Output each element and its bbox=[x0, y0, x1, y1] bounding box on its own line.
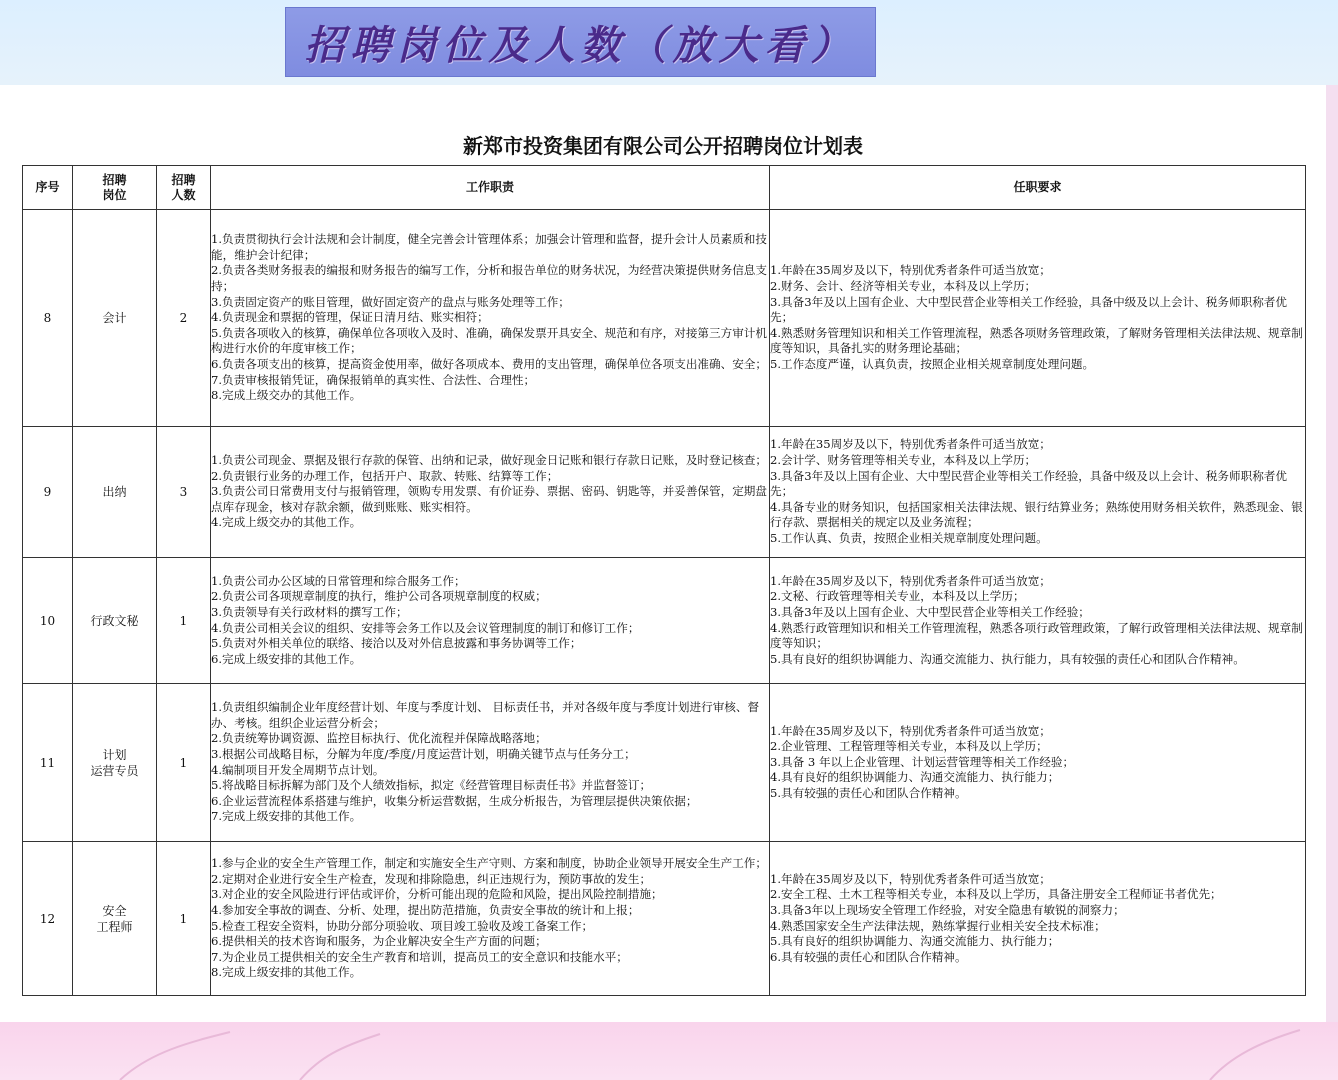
cell-duties bbox=[211, 427, 770, 558]
duty-item: 1.负责公司办公区域的日常管理和综合服务工作； bbox=[211, 573, 466, 588]
cell-index: 11 bbox=[23, 684, 73, 842]
requirement-item: 1.年龄在35周岁及以下，特别优秀者条件可适当放宽； bbox=[770, 723, 1051, 738]
duty-item: 1.负责组织编制企业年度经营计划、年度与季度计划、 目标责任书，并对各级年度与季度计划进行审核、督办、考核。组织企业运营分析会； bbox=[211, 700, 760, 730]
duty-item: 2.负责统筹协调资源、监控目标执行、优化流程并保障战略落地； bbox=[211, 731, 547, 746]
table-row bbox=[23, 210, 1306, 427]
cell-index: 12 bbox=[23, 842, 73, 996]
requirement-item: 4.具有良好的组织协调能力、沟通交流能力、执行能力； bbox=[770, 770, 1060, 785]
table-row bbox=[23, 684, 1306, 842]
header-count bbox=[157, 166, 211, 210]
right-edge-strip bbox=[1326, 85, 1338, 1022]
cell-position bbox=[73, 558, 157, 684]
requirement-item: 3.具备3年及以上国有企业、大中型民营企业等相关工作经验； bbox=[770, 604, 1090, 619]
duty-item: 1.负责贯彻执行会计法规和会计制度，健全完善会计管理体系；加强会计管理和监督，提升会计人员素质和技能，维护会计纪律； bbox=[211, 232, 767, 262]
requirement-item: 4.熟悉财务管理知识和相关工作管理流程，熟悉各项财务管理政策，了解财务管理相关法律法规、规章制度等知识，具备扎实的财务理论基础； bbox=[770, 325, 1303, 356]
duty-item: 8.完成上级交办的其他工作。 bbox=[211, 388, 362, 403]
requirement-item: 4.熟悉国家安全生产法律法规，熟练掌握行业相关安全技术标准； bbox=[770, 918, 1106, 933]
cell-count: 1 bbox=[157, 684, 211, 842]
requirement-item: 5.工作态度严谨，认真负责，按照企业相关规章制度处理问题。 bbox=[770, 356, 1095, 371]
header-duties: 工作职责 bbox=[211, 166, 770, 210]
duty-item: 7.负责审核报销凭证，确保报销单的真实性、合法性、合理性； bbox=[211, 372, 536, 387]
requirement-item: 2.会计学、财务管理等相关专业，本科及以上学历； bbox=[770, 453, 1037, 468]
header-position bbox=[73, 166, 157, 210]
duty-item: 4.负责公司相关会议的组织、安排等会务工作以及会议管理制度的制订和修订工作； bbox=[211, 620, 640, 635]
banner-title: 招聘岗位及人数（放大看） bbox=[304, 21, 857, 69]
duty-item: 2.定期对企业进行安全生产检查，发现和排除隐患，纠正违规行为，预防事故的发生； bbox=[211, 871, 652, 886]
cell-index: 8 bbox=[23, 210, 73, 427]
duty-item: 4.负责现金和票据的管理，保证日清月结、账实相符； bbox=[211, 310, 489, 325]
position-name: 安全 工程师 bbox=[96, 903, 133, 934]
table-header-row bbox=[23, 166, 1306, 210]
requirement-item: 4.熟悉行政管理知识和相关工作管理流程，熟悉各项行政管理政策，了解行政管理相关法律法规、规章制度等知识； bbox=[770, 620, 1303, 651]
table-row bbox=[23, 842, 1306, 996]
duty-item: 2.负责各类财务报表的编报和财务报告的编写工作，分析和报告单位的财务状况，为经营决策提供财务信息支持； bbox=[211, 263, 767, 294]
requirement-item: 5.具有良好的组织协调能力、沟通交流能力、执行能力，具有较强的责任心和团队合作精神。 bbox=[770, 651, 1245, 666]
cell-count: 1 bbox=[157, 558, 211, 684]
cell-position bbox=[73, 842, 157, 996]
cell-position bbox=[73, 427, 157, 558]
cell-requirements bbox=[770, 558, 1306, 684]
page-title: 新郑市投资集团有限公司公开招聘岗位计划表 bbox=[463, 134, 863, 158]
recruitment-plan-table bbox=[22, 165, 1306, 996]
background-decoration bbox=[0, 1022, 1338, 1080]
duty-item: 5.将战略目标拆解为部门及个人绩效指标，拟定《经营管理目标责任书》并监督签订； bbox=[211, 778, 652, 793]
duty-item: 4.参加安全事故的调查、分析、处理，提出防范措施，负责安全事故的统计和上报； bbox=[211, 902, 640, 917]
requirement-item: 1.年龄在35周岁及以下，特别优秀者条件可适当放宽； bbox=[770, 263, 1051, 278]
header-banner bbox=[285, 7, 876, 77]
duty-item: 7.完成上级安排的其他工作。 bbox=[211, 809, 362, 824]
duty-item: 3.根据公司战略目标，分解为年度/季度/月度运营计划，明确关键节点与任务分工； bbox=[211, 746, 636, 761]
duty-item: 2.负责公司各项规章制度的执行，维护公司各项规章制度的权威； bbox=[211, 589, 547, 604]
duty-item: 3.负责固定资产的账目管理，做好固定资产的盘点与账务处理等工作； bbox=[211, 294, 570, 309]
duty-item: 5.检查工程安全资料，协助分部分项验收、项目竣工验收及竣工备案工作； bbox=[211, 918, 594, 933]
duty-item: 6.完成上级安排的其他工作。 bbox=[211, 651, 362, 666]
requirement-item: 2.安全工程、土木工程等相关专业，本科及以上学历，具备注册安全工程师证书者优先； bbox=[770, 887, 1222, 902]
cell-requirements bbox=[770, 427, 1306, 558]
requirement-item: 5.工作认真、负责，按照企业相关规章制度处理问题。 bbox=[770, 530, 1048, 545]
duty-item: 6.提供相关的技术咨询和服务，为企业解决安全生产方面的问题； bbox=[211, 934, 547, 949]
cell-duties bbox=[211, 210, 770, 427]
requirement-item: 1.年龄在35周岁及以下，特别优秀者条件可适当放宽； bbox=[770, 573, 1051, 588]
duty-item: 1.参与企业的安全生产管理工作，制定和实施安全生产守则、方案和制度，协助企业领导开展安全生产工作； bbox=[211, 856, 767, 871]
cell-duties bbox=[211, 684, 770, 842]
cell-position bbox=[73, 210, 157, 427]
position-name: 出纳 bbox=[102, 485, 127, 499]
requirement-item: 2.文秘、行政管理等相关专业，本科及以上学历； bbox=[770, 589, 1025, 604]
duty-item: 4.编制项目开发全周期节点计划。 bbox=[211, 762, 385, 777]
duty-item: 2.负责银行业务的办理工作，包括开户、取款、转账、结算等工作； bbox=[211, 468, 559, 483]
cell-requirements bbox=[770, 684, 1306, 842]
cell-index: 9 bbox=[23, 427, 73, 558]
requirement-item: 3.具备3年以上现场安全管理工作经验，对安全隐患有敏锐的洞察力； bbox=[770, 902, 1125, 917]
duty-item: 4.完成上级交办的其他工作。 bbox=[211, 515, 362, 530]
duty-item: 7.为企业员工提供相关的安全生产教育和培训，提高员工的安全意识和技能水平； bbox=[211, 949, 628, 964]
table-body bbox=[23, 210, 1306, 996]
header-requirements: 任职要求 bbox=[770, 166, 1306, 210]
cell-count: 1 bbox=[157, 842, 211, 996]
requirement-item: 3.具备3年及以上国有企业、大中型民营企业等相关工作经验，具备中级及以上会计、税务师职称者优先； bbox=[770, 294, 1287, 325]
duty-item: 6.负责各项支出的核算，提高资金使用率，做好各项成本、费用的支出管理，确保单位各项支出准确、安全； bbox=[211, 356, 767, 371]
cell-duties bbox=[211, 842, 770, 996]
duty-item: 3.对企业的安全风险进行评估或评价，分析可能出现的危险和风险，提出风险控制措施； bbox=[211, 887, 663, 902]
cell-position bbox=[73, 684, 157, 842]
table-row bbox=[23, 427, 1306, 558]
cell-index: 10 bbox=[23, 558, 73, 684]
requirement-item: 5.具有良好的组织协调能力、沟通交流能力、执行能力； bbox=[770, 934, 1060, 949]
requirement-item: 4.具备专业的财务知识，包括国家相关法律法规、银行结算业务；熟练使用财务相关软件，熟悉现金、银行存款、票据相关的规定以及业务流程； bbox=[770, 499, 1303, 530]
duty-item: 3.负责公司日常费用支付与报销管理，领购专用发票、有价证券、票据、密码、钥匙等，并妥善保管，定期盘点库存现金，核对存款余额，做到账账、账实相符。 bbox=[211, 484, 767, 514]
requirement-item: 1.年龄在35周岁及以下，特别优秀者条件可适当放宽； bbox=[770, 437, 1051, 452]
requirement-item: 6.具有较强的责任心和团队合作精神。 bbox=[770, 949, 967, 964]
position-name: 会计 bbox=[102, 311, 127, 325]
requirement-item: 3.具备3年及以上国有企业、大中型民营企业等相关工作经验，具备中级及以上会计、税务师职称者优先； bbox=[770, 468, 1287, 499]
duty-item: 8.完成上级安排的其他工作。 bbox=[211, 965, 362, 980]
cell-count: 2 bbox=[157, 210, 211, 427]
requirement-item: 1.年龄在35周岁及以下，特别优秀者条件可适当放宽； bbox=[770, 871, 1051, 886]
duty-item: 5.负责各项收入的核算，确保单位各项收入及时、准确，确保发票开具安全、规范和有序，对接第三方审计机构进行水价的年度审核工作； bbox=[211, 325, 767, 356]
requirement-item: 2.财务、会计、经济等相关专业，本科及以上学历； bbox=[770, 279, 1037, 294]
header-count-label: 招聘 人数 bbox=[171, 172, 196, 202]
cell-count: 3 bbox=[157, 427, 211, 558]
position-name: 计划 运营专员 bbox=[90, 747, 139, 778]
duty-item: 1.负责公司现金、票据及银行存款的保管、出纳和记录，做好现金日记账和银行存款日记账，及时登记核查； bbox=[211, 453, 767, 468]
cell-requirements bbox=[770, 210, 1306, 427]
requirement-item: 5.具有较强的责任心和团队合作精神。 bbox=[770, 785, 967, 800]
duty-item: 3.负责领导有关行政材料的撰写工作； bbox=[211, 604, 408, 619]
requirement-item: 2.企业管理、工程管理等相关专业，本科及以上学历； bbox=[770, 739, 1048, 754]
cell-requirements bbox=[770, 842, 1306, 996]
table-row bbox=[23, 558, 1306, 684]
duty-item: 6.企业运营流程体系搭建与维护，收集分析运营数据，生成分析报告，为管理层提供决策依据； bbox=[211, 793, 698, 808]
header-position-label: 招聘 岗位 bbox=[102, 172, 127, 202]
header-index: 序号 bbox=[23, 166, 73, 210]
duty-item: 5.负责对外相关单位的联络、接洽以及对外信息披露和事务协调等工作； bbox=[211, 636, 582, 651]
position-name: 行政文秘 bbox=[90, 613, 139, 628]
cell-duties bbox=[211, 558, 770, 684]
requirement-item: 3.具备 3 年以上企业管理、计划运营管理等相关工作经验； bbox=[770, 754, 1075, 769]
